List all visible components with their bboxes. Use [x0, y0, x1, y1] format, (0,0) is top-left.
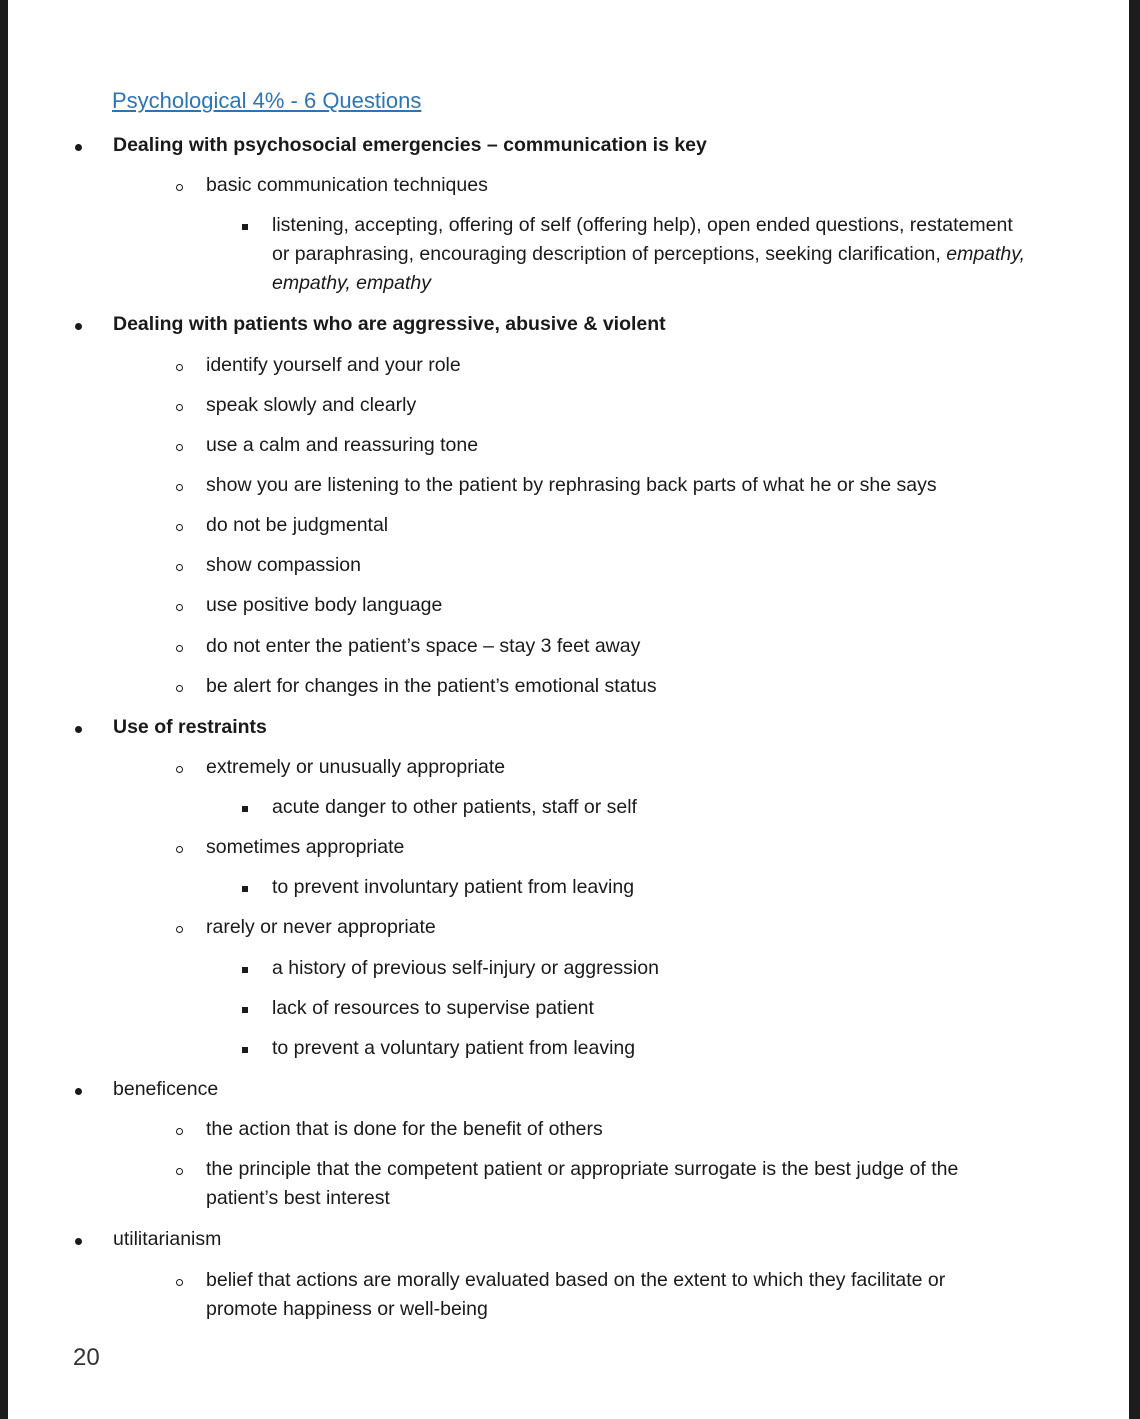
restraints-rarely-detail: to prevent a voluntary patient from leaving	[272, 1037, 636, 1059]
bullet-circle	[176, 1128, 183, 1135]
aggressive-item: use positive body language	[206, 594, 443, 616]
restraints-sometimes: sometimes appropriate	[206, 836, 405, 858]
detail-line-2-text: or paraphrasing, encouraging description of perceptions, seeking clarification,	[272, 243, 947, 265]
bullet-circle	[176, 564, 183, 571]
restraints-sometimes-detail: to prevent involuntary patient from leaving	[272, 876, 635, 898]
section-heading-link[interactable]: Psychological 4% - 6 Questions	[112, 88, 422, 113]
bullet-circle	[176, 1279, 183, 1286]
bullet-circle	[176, 645, 183, 652]
detail-line-1: listening, accepting, offering of self (offering help), open ended questions, restatement	[272, 214, 1013, 236]
bullet-dot	[75, 323, 82, 330]
restraints-rarely: rarely or never appropriate	[206, 916, 436, 938]
list-item-utilitarianism: utilitarianism	[113, 1228, 222, 1250]
list-item-psychosocial: Dealing with psychosocial emergencies – communication is key	[113, 134, 707, 156]
beneficence-principle-line-1: the principle that the competent patient or appropriate surrogate is the best judge of the	[206, 1158, 959, 1180]
aggressive-item: do not be judgmental	[206, 514, 389, 536]
restraints-rarely-detail: lack of resources to supervise patient	[272, 997, 594, 1019]
bullet-dot	[75, 726, 82, 733]
page-number: 20	[73, 1344, 100, 1371]
bullet-square	[242, 806, 248, 812]
list-item-communication-techniques: basic communication techniques	[206, 174, 488, 196]
list-item-beneficence: beneficence	[113, 1078, 219, 1100]
aggressive-item: show you are listening to the patient by rephrasing back parts of what he or she says	[206, 474, 937, 496]
bullet-dot	[75, 1088, 82, 1095]
bullet-dot	[75, 1238, 82, 1245]
restraints-extremely-detail: acute danger to other patients, staff or self	[272, 796, 637, 818]
aggressive-item: use a calm and reassuring tone	[206, 434, 479, 456]
bullet-square	[242, 1047, 248, 1053]
bullet-circle	[176, 685, 183, 692]
aggressive-item: show compassion	[206, 554, 361, 576]
bullet-circle	[176, 364, 183, 371]
utilitarianism-definition-line-1: belief that actions are morally evaluated based on the extent to which they facilitate or	[206, 1269, 946, 1291]
aggressive-item: be alert for changes in the patient’s emotional status	[206, 675, 657, 697]
document-page	[8, 0, 1129, 1419]
bullet-circle	[176, 484, 183, 491]
bullet-circle	[176, 1168, 183, 1175]
restraints-rarely-detail: a history of previous self-injury or aggression	[272, 957, 659, 979]
aggressive-item: speak slowly and clearly	[206, 394, 417, 416]
aggressive-item: identify yourself and your role	[206, 354, 461, 376]
detail-line-3: empathy, empathy	[272, 272, 431, 294]
bullet-circle	[176, 404, 183, 411]
beneficence-definition: the action that is done for the benefit of others	[206, 1118, 603, 1140]
bullet-dot	[75, 144, 82, 151]
bullet-circle	[176, 604, 183, 611]
bullet-square	[242, 967, 248, 973]
bullet-square	[242, 224, 248, 230]
restraints-extremely: extremely or unusually appropriate	[206, 756, 506, 778]
beneficence-principle-line-2: patient’s best interest	[206, 1187, 390, 1209]
detail-line-2	[272, 240, 1025, 269]
detail-line-2-emphasis: empathy,	[946, 243, 1025, 265]
bullet-circle	[176, 926, 183, 933]
list-item-restraints: Use of restraints	[113, 716, 267, 738]
bullet-circle	[176, 444, 183, 451]
list-item-aggressive: Dealing with patients who are aggressive, abusive & violent	[113, 313, 666, 335]
bullet-square	[242, 886, 248, 892]
bullet-circle	[176, 184, 183, 191]
bullet-circle	[176, 766, 183, 773]
bullet-circle	[176, 846, 183, 853]
utilitarianism-definition-line-2: promote happiness or well-being	[206, 1298, 488, 1320]
aggressive-item: do not enter the patient’s space – stay 3 feet away	[206, 635, 641, 657]
bullet-square	[242, 1007, 248, 1013]
bullet-circle	[176, 524, 183, 531]
